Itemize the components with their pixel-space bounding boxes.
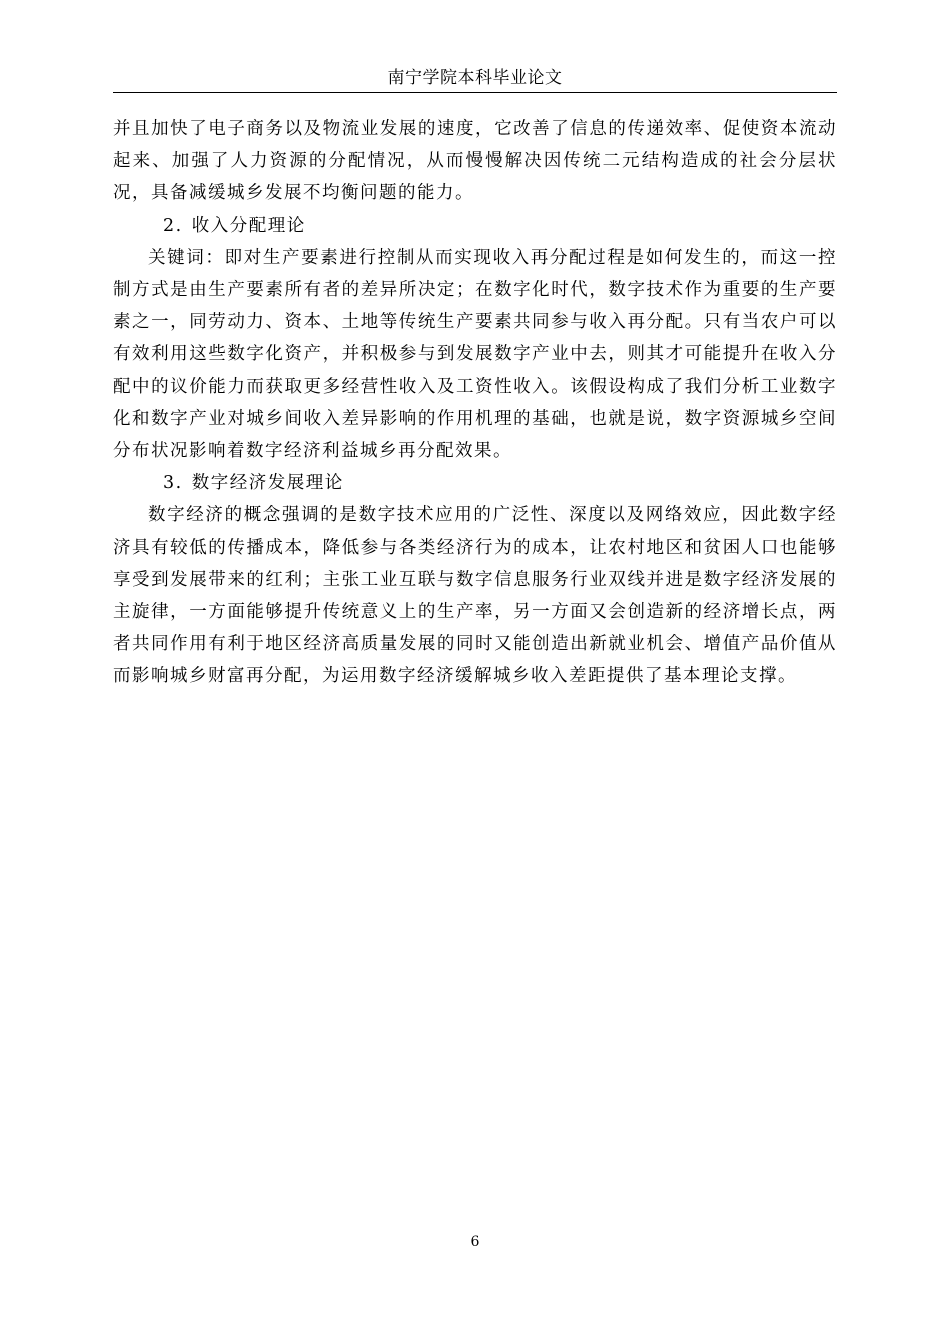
paragraph-continued: 并且加快了电子商务以及物流业发展的速度，它改善了信息的传递效率、促使资本流动起来、加强了人力资源的分配情况，从而慢慢解决因传统二元结构造成的社会分层状况，具备减缓城乡发展不均衡问题的能力。 [113,119,837,204]
page-header [113,64,837,93]
section-title: 收入分配理论 [191,215,306,236]
document-body [113,113,837,693]
header-title: 南宁学院本科毕业论文 [387,68,563,88]
paragraph-digital-economy: 数字经济的概念强调的是数字技术应用的广泛性、深度以及网络效应，因此数字经济具有较低的传播成本，降低参与各类经济行为的成本，让农村地区和贫困人口也能够享受到发展带来的红利；主张工业互联与数字信息服务行业双线并进是数字经济发展的主旋律，一方面能够提升传统意义上的生产率，另一方面又会创造新的经济增长点，两者共同作用有利于地区经济高质量发展的同时又能创造出新就业机会、增值产品价值从而影响城乡财富再分配，为运用数字经济缓解城乡收入差距提供了基本理论支撑。 [113,505,837,687]
section-number: 3. [163,473,183,494]
section-heading-income-distribution [113,210,837,242]
paragraph-income-distribution: 关键词：即对生产要素进行控制从而实现收入再分配过程是如何发生的，而这一控制方式是由生产要素所有者的差异所决定；在数字化时代，数字技术作为重要的生产要素之一，同劳动力、资本、土地等传统生产要素共同参与收入再分配。只有当农户可以有效利用这些数字化资产，并积极参与到发展数字产业中去，则其才可能提升在收入分配中的议价能力而获取更多经营性收入及工资性收入。该假设构成了我们分析工业数字化和数字产业对城乡间收入差异影响的作用机理的基础，也就是说，数字资源城乡空间分布状况影响着数字经济利益城乡再分配效果。 [113,247,837,462]
section-number: 2. [163,215,183,236]
page-number: 6 [470,1234,480,1250]
section-title: 数字经济发展理论 [191,473,344,494]
section-heading-digital-economy [113,467,837,499]
